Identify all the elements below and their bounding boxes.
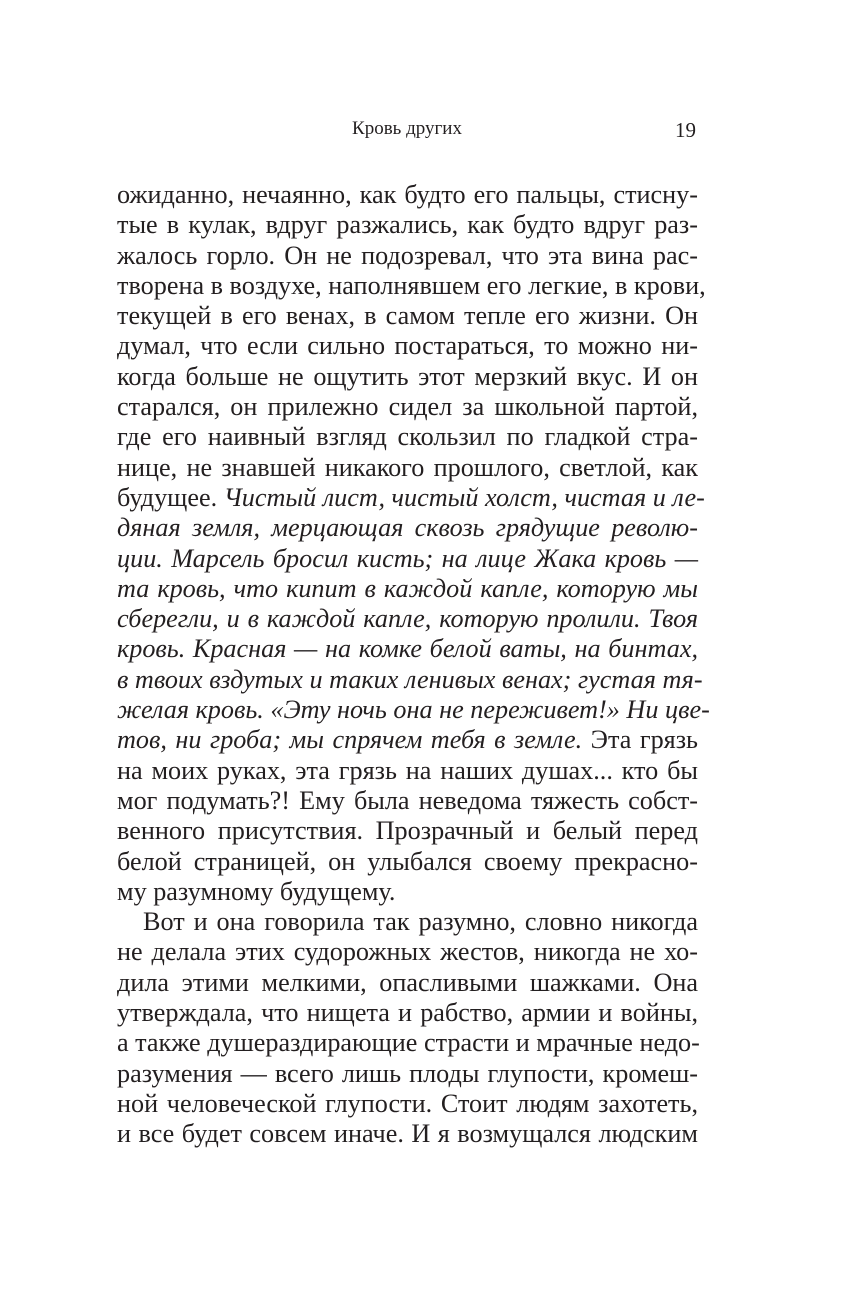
text-segment: Эта грязь [582,725,699,755]
italic-text-segment: ции. Марсель бросил кисть; на лице Жака кровь — [117,543,698,573]
text-segment: разумения — всего лишь плоды глупости, кромеш- [117,1058,698,1088]
page-number: 19 [675,118,696,142]
text-segment: будущее. [117,482,224,512]
italic-text-segment: дяная земля, мерцающая сквозь грядущие револю- [117,513,698,543]
text-segment: утверждала, что нищета и рабство, армии и войны, [117,998,698,1028]
running-header-title: Кровь других [352,118,462,139]
text-line [117,877,698,907]
text-segment: текущей в его венах, в самом тепле его жизни. Он [117,301,698,331]
italic-text-segment: в твоих вздутых и таких ленивых венах; густая тя- [117,664,703,694]
text-line [117,998,698,1028]
body-text [117,180,710,1150]
text-segment: а также душераздирающие страсти и мрачные недо- [117,1028,700,1058]
text-line [117,544,698,574]
text-line [117,816,698,846]
text-segment: тые в кулак, вдруг разжались, как будто вдруг раз- [117,210,698,240]
text-line [117,1089,698,1119]
text-line [117,270,706,301]
text-segment: нице, не знавшей никакого прошлого, светлой, как [117,452,698,482]
text-segment: белой страницей, он улыбался своему прекрасно- [117,846,698,876]
text-line [117,331,698,361]
text-line [117,241,698,271]
text-segment: творена в воздухе, наполнявшем его легкие, в крови, [117,270,706,300]
text-line [117,1028,698,1058]
text-segment: не делала этих судорожных жестов, никогда не хо- [117,937,698,967]
text-line [117,422,698,452]
text-segment: жалось горло. Он не подозревал, что эта вина рас- [117,240,698,270]
text-segment: венного присутствия. Прозрачный и белый перед [117,816,698,846]
italic-text-segment: Чистый лист, чистый холст, чистая и ле- [223,482,705,512]
italic-text-segment: та кровь, что кипит в каждой капле, которую мы [117,573,698,603]
text-line [117,453,698,483]
italic-text-segment: тов, ни гроба; мы спрячем тебя в земле. [117,725,583,755]
text-line [117,664,703,695]
text-line [117,482,705,513]
text-segment: ожиданно, нечаянно, как будто его пальцы, стисну- [117,180,698,209]
text-line [117,604,698,634]
text-line [117,907,698,937]
text-line [117,756,698,786]
text-segment: думал, что если сильно постараться, то можно ни- [117,331,698,361]
text-line [117,695,710,725]
text-line [117,634,698,664]
text-segment: старался, он прилежно сидел за школьной партой, [117,392,698,422]
text-line [117,362,698,392]
italic-text-segment: кровь. Красная — на комке белой ваты, на бинтах, [117,634,698,664]
text-line [117,1119,698,1149]
text-segment: мог подумать?! Ему была неведома тяжесть собст- [117,785,698,815]
text-segment: когда больше не ощутить этот мерзкий вкус. И он [117,361,698,391]
text-line [117,847,698,877]
text-segment: и все будет совсем иначе. И я возмущался людским [117,1119,698,1149]
text-line [117,574,698,604]
text-line [117,937,698,967]
text-segment: Вот и она говорила так разумно, словно никогда [143,907,698,937]
text-line [117,1059,698,1089]
text-line [117,968,698,998]
italic-text-segment: желая кровь. «Эту ночь она не переживет!» Ни цве- [117,695,710,725]
text-segment: ной человеческой глупости. Стоит людям захотеть, [117,1088,698,1118]
text-segment: на моих руках, эта грязь на наших душах... кто бы [117,755,698,785]
text-line [117,513,698,543]
text-segment: где его наивный взгляд скользил по гладкой стра- [117,422,698,452]
text-segment: дила этими мелкими, опасливыми шажками. Она [117,967,698,997]
italic-text-segment: сберегли, и в каждой капле, которую пролили. Твоя [117,604,698,634]
text-line [117,210,698,240]
text-line [117,786,698,816]
text-segment: му разумному будущему. [117,876,396,906]
text-line [117,725,698,755]
text-line [117,301,698,331]
text-line [117,392,698,422]
text-line [117,180,698,210]
